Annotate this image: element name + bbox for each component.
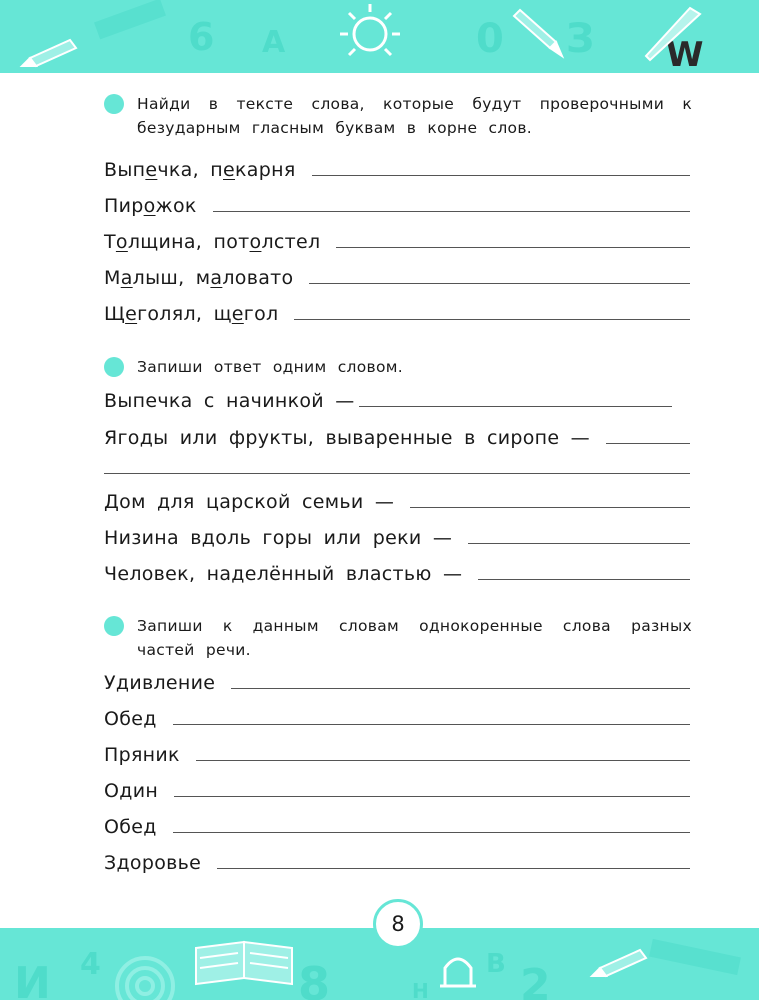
- ruler-icon: [649, 939, 741, 975]
- bell-icon: [440, 959, 476, 986]
- answer-line[interactable]: [309, 282, 690, 284]
- bullet-icon: [104, 616, 124, 636]
- instruction-text: Запиши к данным словам однокоренные слова разных частей речи.: [137, 617, 692, 659]
- answer-line[interactable]: [312, 174, 690, 176]
- pencil-icon: [592, 950, 646, 976]
- answer-row: [104, 189, 690, 219]
- definition-label: Низина вдоль горы или реки —: [104, 527, 453, 549]
- unstressed-vowel: о: [249, 231, 262, 253]
- answer-line[interactable]: [606, 442, 690, 444]
- unstressed-vowel: е: [125, 303, 138, 325]
- target-icon: [117, 958, 173, 1000]
- answer-row: [104, 738, 690, 768]
- decor-letter: A: [262, 25, 286, 60]
- pencil-icon: [22, 40, 76, 66]
- decor-letter: 6: [188, 15, 215, 59]
- word-label: Здоровье: [104, 852, 202, 874]
- word-label: Обед: [104, 708, 157, 730]
- word-pair-label: Толщина, потолстел: [104, 231, 321, 253]
- bullet-icon: [104, 357, 124, 377]
- answer-line[interactable]: [196, 759, 690, 761]
- unstressed-vowel: е: [223, 159, 236, 181]
- answer-row: [104, 666, 690, 696]
- definition-label: Человек, наделённый властью —: [104, 563, 463, 585]
- answer-line-continuation[interactable]: [104, 472, 690, 474]
- instruction-cognate-words: [104, 614, 692, 662]
- word-label: Удивление: [104, 672, 216, 694]
- answer-row: [104, 485, 690, 515]
- decor-letter: З: [566, 16, 595, 62]
- word-pair-label: Выпечка, пекарня: [104, 159, 296, 181]
- unstressed-vowel: е: [145, 159, 158, 181]
- unstressed-vowel: а: [120, 267, 133, 289]
- top-decor-band: [0, 0, 759, 73]
- answer-line[interactable]: [468, 542, 690, 544]
- definition-label: Выпечка с начинкой —: [104, 390, 355, 412]
- answer-line[interactable]: [173, 723, 690, 725]
- answer-row: [104, 261, 690, 291]
- decor-letter: W: [666, 35, 704, 73]
- answer-line[interactable]: [174, 795, 690, 797]
- word-pair-label: Малыш, маловато: [104, 267, 294, 289]
- decor-letter: 4: [80, 947, 101, 982]
- decor-letter: Н: [412, 979, 429, 1000]
- answer-row: [104, 421, 690, 451]
- word-label: Один: [104, 780, 159, 802]
- word-pair-label: Щеголял, щегол: [104, 303, 279, 325]
- instruction-one-word: [104, 355, 692, 379]
- answer-line[interactable]: [217, 867, 690, 869]
- answer-row: [104, 153, 690, 183]
- unstressed-vowel: е: [231, 303, 244, 325]
- answer-line[interactable]: [231, 687, 690, 689]
- word-label: Обед: [104, 816, 157, 838]
- page-number: 8: [373, 899, 423, 949]
- answer-line[interactable]: [173, 831, 690, 833]
- answer-line[interactable]: [336, 246, 690, 248]
- answer-row: [104, 810, 690, 840]
- answer-row: [104, 557, 690, 587]
- answer-line[interactable]: [213, 210, 690, 212]
- bullet-icon: [104, 94, 124, 114]
- answer-line[interactable]: [410, 506, 690, 508]
- decor-letter: 8: [298, 957, 331, 1000]
- answer-row: [104, 702, 690, 732]
- answer-row: [104, 521, 690, 551]
- answer-row: [104, 384, 672, 414]
- pencil-icon: [514, 10, 562, 56]
- answer-line[interactable]: [359, 405, 672, 407]
- sun-icon: [340, 4, 400, 55]
- unstressed-vowel: о: [115, 231, 128, 253]
- answer-row: [104, 846, 690, 876]
- instruction-text: Найди в тексте слова, которые будут проверочными к безударным гласным буквам в корне слов.: [137, 95, 692, 137]
- answer-line[interactable]: [478, 578, 690, 580]
- unstressed-vowel: а: [210, 267, 223, 289]
- instruction-find-words: [104, 92, 692, 140]
- answer-line[interactable]: [294, 318, 690, 320]
- decor-letter: В: [486, 949, 506, 979]
- word-pair-label: Пирожок: [104, 195, 197, 217]
- word-label: Пряник: [104, 744, 180, 766]
- decor-letter: 2: [520, 960, 551, 1000]
- unstressed-vowel: о: [143, 195, 156, 217]
- ruler-icon: [94, 0, 166, 39]
- answer-row: [104, 225, 690, 255]
- book-icon: [196, 942, 292, 984]
- decor-letter: И: [14, 958, 51, 1000]
- answer-row: [104, 297, 690, 327]
- definition-label: Дом для царской семьи —: [104, 491, 395, 513]
- decor-letter: 0: [476, 16, 504, 62]
- answer-row: [104, 774, 690, 804]
- instruction-text: Запиши ответ одним словом.: [137, 358, 403, 376]
- definition-label: Ягоды или фрукты, вываренные в сиропе —: [104, 427, 590, 449]
